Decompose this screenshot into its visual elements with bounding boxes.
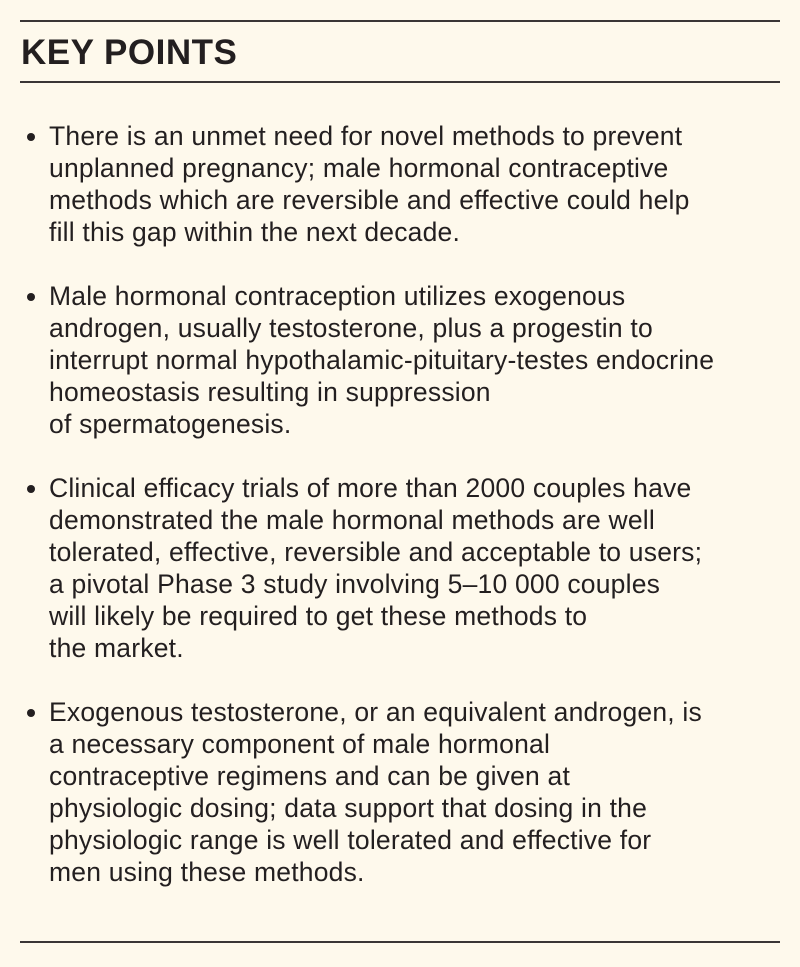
key-point-text-line: a pivotal Phase 3 study involving 5–10 000 couples [49,569,661,599]
top-rule [20,20,780,22]
key-point-text-line: Male hormonal contraception utilizes exogenous [49,281,626,311]
bullet-icon [27,293,35,301]
bullet-icon [27,709,35,717]
key-point-item [0,696,800,888]
key-point-text-line: There is an unmet need for novel methods to prevent [49,121,683,151]
bottom-rule [20,941,780,943]
key-point-item [0,472,800,664]
section-heading: KEY POINTS [21,33,238,72]
key-point-text-line: will likely be required to get these methods to [49,601,588,631]
key-points-list [0,120,800,920]
key-point-text-line: physiologic range is well tolerated and effective for [49,825,652,855]
key-point-text-line: men using these methods. [49,857,365,887]
key-point-text-line: demonstrated the male hormonal methods are well [49,505,655,535]
key-point-text-line: physiologic dosing; data support that dosing in the [49,793,648,823]
key-point-text-line: fill this gap within the next decade. [49,217,461,247]
key-point-text-line: methods which are reversible and effective could help [49,185,690,215]
key-point-text-line: a necessary component of male hormonal [49,729,551,759]
key-point-text-line: tolerated, effective, reversible and acceptable to users; [49,537,703,567]
key-point-text-line: unplanned pregnancy; male hormonal contraceptive [49,153,669,183]
key-point-text-line: interrupt normal hypothalamic-pituitary-testes endocrine [49,345,715,375]
bullet-icon [27,485,35,493]
key-point-text-line: Clinical efficacy trials of more than 2000 couples have [49,473,692,503]
key-point-text-line: contraceptive regimens and can be given at [49,761,571,791]
heading-rule [20,81,780,83]
key-point-text-line: Exogenous testosterone, or an equivalent androgen, is [49,697,702,727]
key-point-item [0,280,800,440]
key-point-text-line: the market. [49,633,184,663]
key-point-text-line: homeostasis resulting in suppression [49,377,491,407]
key-point-text-line: of spermatogenesis. [49,409,292,439]
key-point-item [0,120,800,248]
key-point-text-line: androgen, usually testosterone, plus a progestin to [49,313,653,343]
bullet-icon [27,133,35,141]
